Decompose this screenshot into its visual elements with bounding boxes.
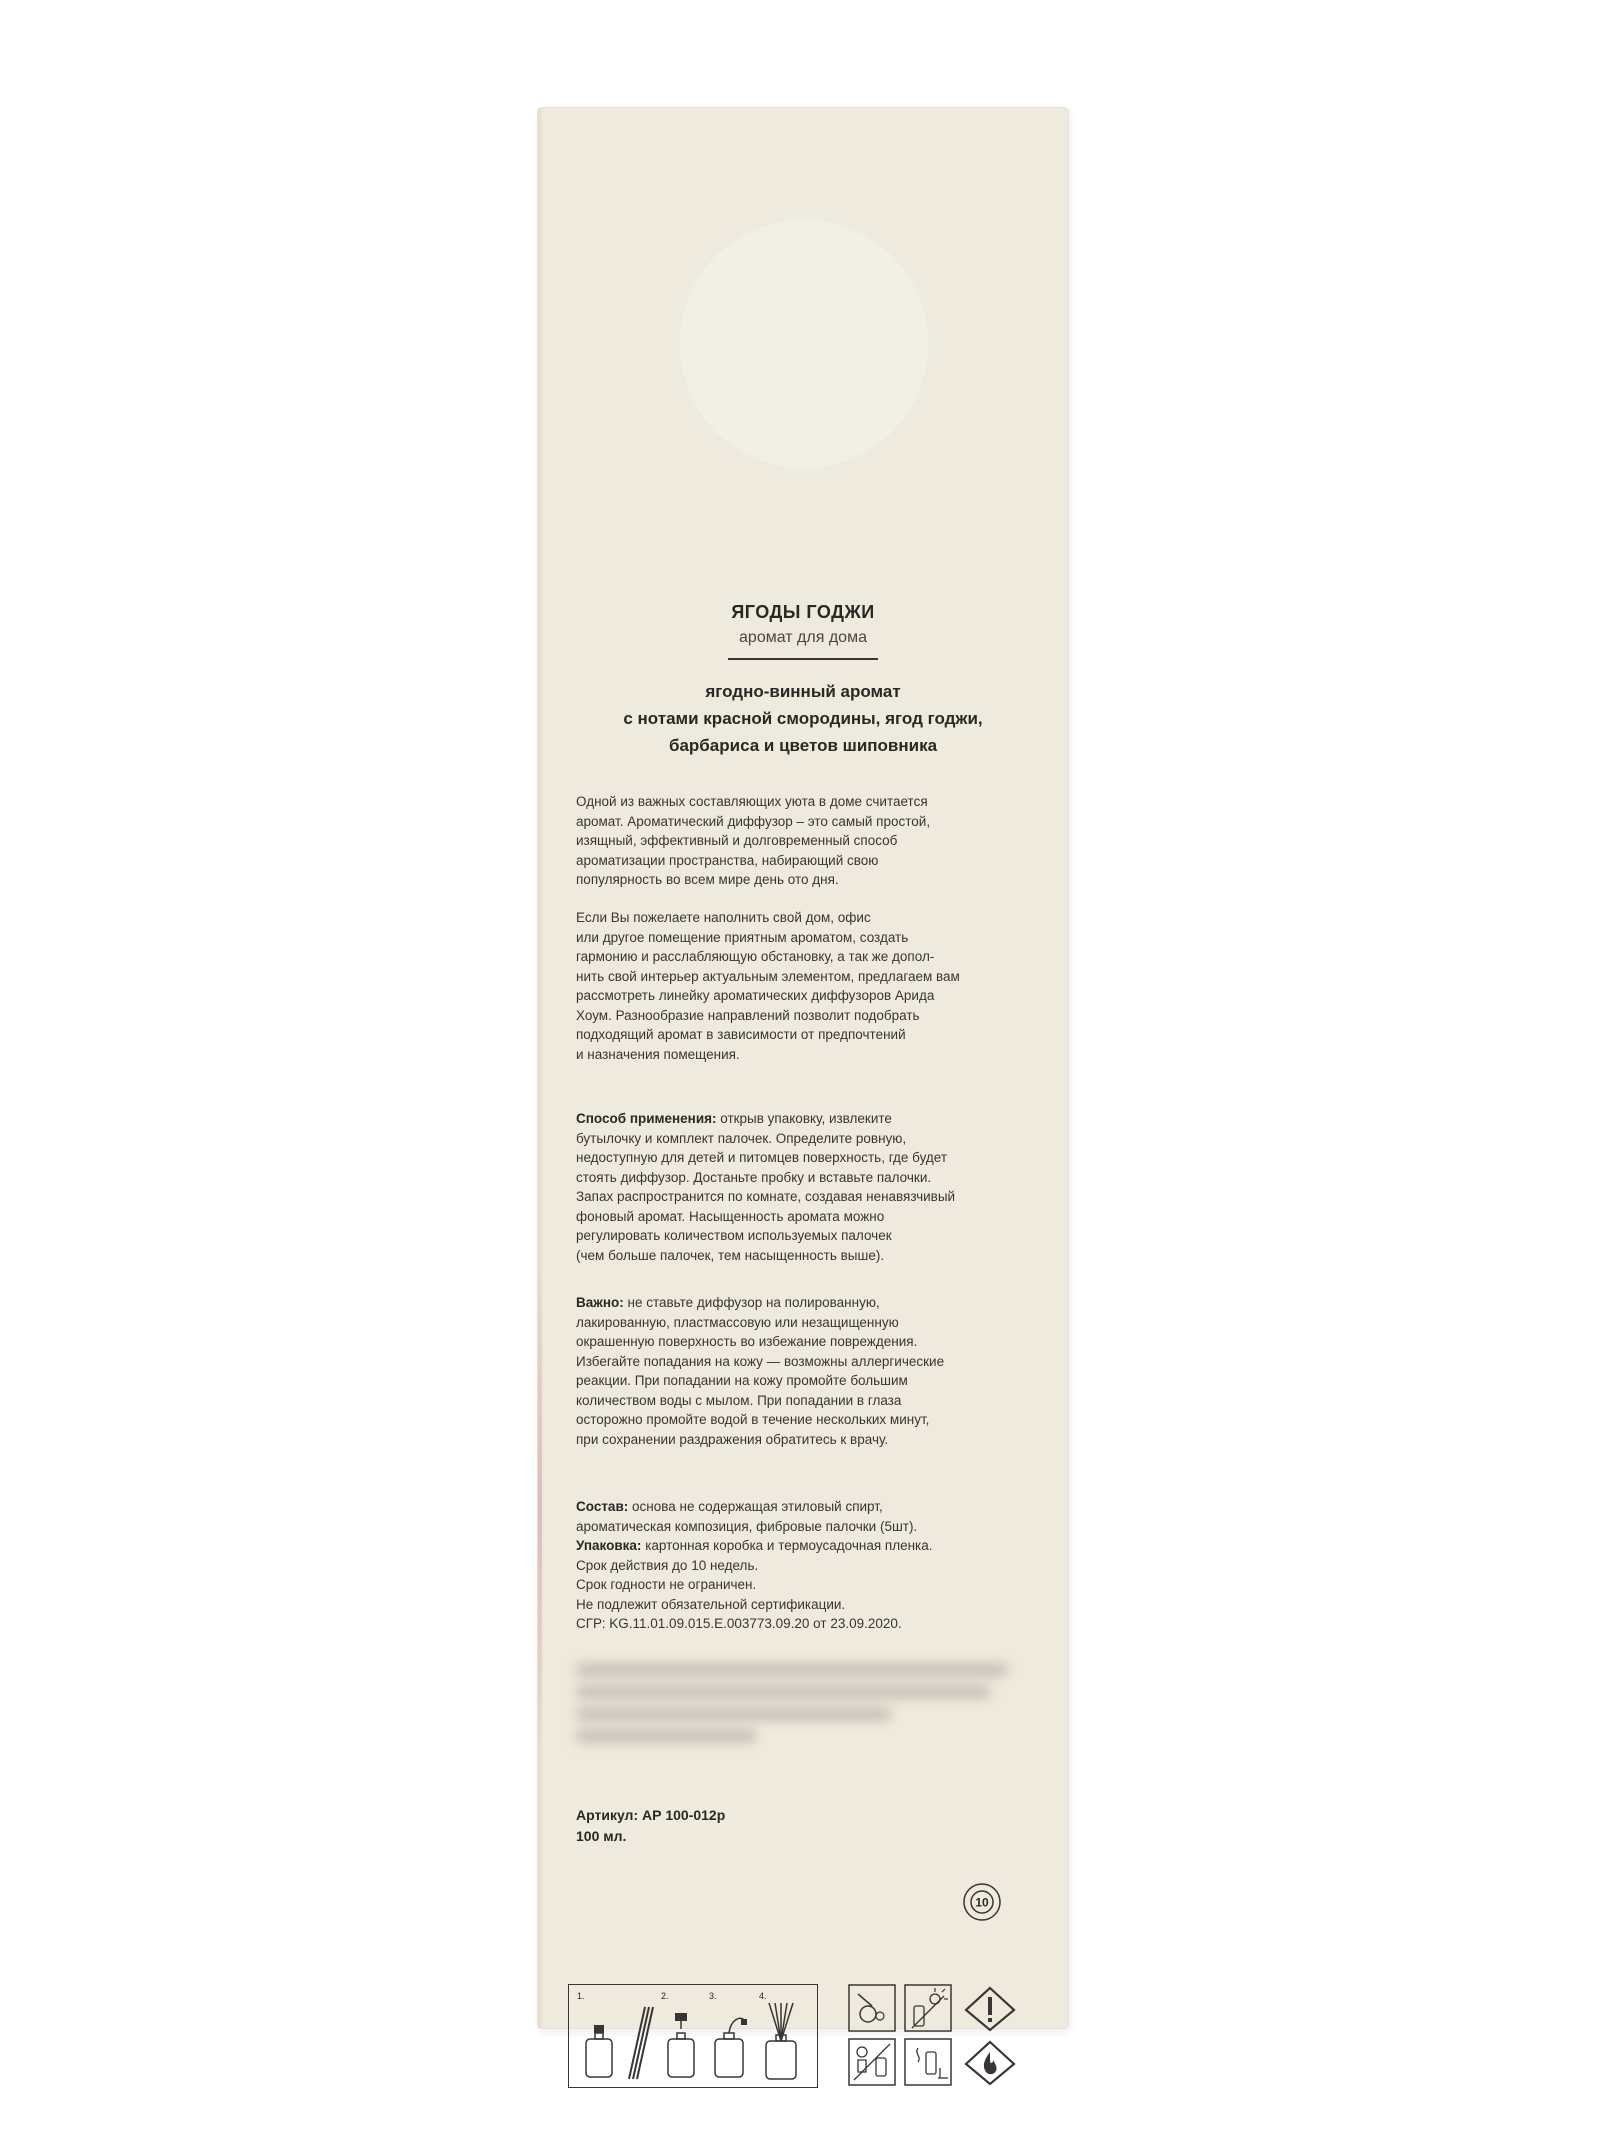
text-line: количеством воды с мылом. При попадании в глаза: [576, 1392, 902, 1408]
text-line: окрашенную поверхность во избежание повреждения.: [576, 1334, 918, 1349]
text-line: фоновый аромат. Насыщенность аромата можно: [576, 1208, 885, 1224]
tagline-line: с нотами красной смородины, ягод годжи,: [623, 709, 983, 728]
text-line: регулировать количеством используемых палочек: [576, 1228, 892, 1243]
text-line: (чем больше палочек, тем насыщенность выше).: [576, 1247, 885, 1263]
text-line: [576, 1497, 1036, 1517]
composition-label: Состав:: [576, 1499, 629, 1514]
text-fragment: основа не содержащая этиловый спирт,: [628, 1499, 883, 1514]
text-line: Избегайте попадания на кожу — возможны аллергические: [576, 1353, 945, 1369]
text-line: [576, 1109, 1036, 1129]
warning-paragraph: [576, 1293, 1036, 1449]
sticks-icon: [623, 2005, 657, 2081]
text-line: подходящий аромат в зависимости от предпочтений: [576, 1027, 906, 1042]
keep-from-fire-icon: [904, 2038, 952, 2086]
text-line: гармонию и расслабляющую обстановку, а так же допол-: [576, 949, 935, 964]
text-line: Запах распространится по комнате, создавая ненавязчивый: [576, 1189, 956, 1204]
text-line: популярность во всем мире день ото дня.: [576, 872, 839, 887]
article-block: [576, 1805, 725, 1847]
text-line: Одной из важных составляющих уюта в доме считается: [576, 794, 928, 809]
title-divider: [728, 658, 878, 660]
product-box-back: [538, 108, 1068, 2028]
text-line: Если Вы пожелаете наполнить свой дом, офис: [576, 910, 871, 925]
step-label: 2.: [661, 1991, 669, 2001]
usage-paragraph: [576, 1109, 1036, 1265]
text-line: Срок годности не ограничен.: [576, 1577, 757, 1592]
volume: 100 мл.: [576, 1828, 627, 1844]
text-line: недоступную для детей и питомцев поверхность, где будет: [576, 1150, 948, 1165]
no-drinking-icon: [848, 1984, 896, 2032]
tagline-line: барбариса и цветов шиповника: [668, 736, 938, 755]
text-line: Хоум. Разнообразие направлений позволит подобрать: [576, 1007, 920, 1023]
warning-label: Важно:: [576, 1295, 624, 1310]
exclamation-icon: [964, 1986, 1016, 2032]
step-label: 3.: [709, 1991, 717, 2001]
text-line: изящный, эффективный и долговременный способ: [576, 833, 898, 848]
usage-steps-panel: [568, 1984, 818, 2088]
aroma-tagline: [578, 678, 1028, 759]
text-line: Не подлежит обязательной сертификации.: [576, 1596, 846, 1612]
text-line: стоять диффузор. Достаньте пробку и вставьте палочки.: [576, 1169, 932, 1185]
specs-block: [576, 1497, 1036, 1634]
product-subtitle: аромат для дома: [739, 629, 867, 646]
text-fragment: не ставьте диффузор на полированную,: [623, 1295, 880, 1310]
keep-from-sun-icon: [904, 1984, 952, 2032]
step-label: 4.: [759, 1991, 767, 2001]
text-fragment: картонная коробка и термоусадочная пленка.: [641, 1538, 933, 1553]
tagline-line: ягодно-винный аромат: [705, 682, 901, 701]
bottle-icon: [583, 2023, 615, 2079]
text-line: осторожно промойте водой в течение нескольких минут,: [576, 1412, 930, 1427]
badge-number: 10: [975, 1895, 989, 1910]
text-line: аромат. Ароматический диффузор – это самый простой,: [576, 813, 931, 829]
diffuser-icon: [759, 2001, 803, 2081]
text-line: и назначения помещения.: [576, 1046, 740, 1062]
product-title: ЯГОДЫ ГОДЖИ: [731, 602, 875, 622]
package-label: Упаковка:: [576, 1538, 642, 1553]
article-number: Артикул: АР 100-012р: [576, 1807, 726, 1823]
text-line: нить свой интерьер актуальным элементом, предлагаем вам: [576, 968, 960, 984]
recycling-10-icon: [962, 1882, 1002, 1922]
offer-paragraph: [576, 908, 1036, 1064]
label-circle: [678, 218, 930, 470]
intro-paragraph: [576, 792, 1036, 890]
keep-from-children-icon: [848, 2038, 896, 2086]
text-line: лакированную, пластмассовую или незащищенную: [576, 1314, 899, 1330]
text-line: или другое помещение приятным ароматом, создать: [576, 929, 909, 945]
warning-icons-panel: [848, 1984, 1044, 2086]
usage-label: Способ применения:: [576, 1111, 717, 1126]
bottle-cap-off-icon: [665, 2011, 697, 2079]
text-line: [576, 1293, 1036, 1313]
text-line: бутылочку и комплект палочек. Определите ровную,: [576, 1130, 907, 1146]
open-bottle-icon: [709, 2011, 749, 2079]
step-label: 1.: [577, 1991, 585, 2001]
blurred-manufacturer-info: [576, 1664, 1026, 1754]
text-line: [576, 1536, 1036, 1556]
text-line: ароматизации пространства, набирающий свою: [576, 852, 879, 868]
flammable-icon: [964, 2040, 1016, 2086]
text-line: при сохранении раздражения обратитесь к врачу.: [576, 1431, 889, 1447]
text-line: СГР: KG.11.01.09.015.Е.003773.09.20 от 23.09.2020.: [576, 1616, 902, 1631]
text-line: Срок действия до 10 недель.: [576, 1557, 759, 1573]
text-line: реакции. При попадании на кожу промойте большим: [576, 1373, 908, 1388]
text-line: рассмотреть линейку ароматических диффузоров Арида: [576, 988, 935, 1003]
text-fragment: открыв упаковку, извлеките: [716, 1111, 892, 1126]
text-line: ароматическая композиция, фибровые палочки (5шт).: [576, 1518, 918, 1534]
